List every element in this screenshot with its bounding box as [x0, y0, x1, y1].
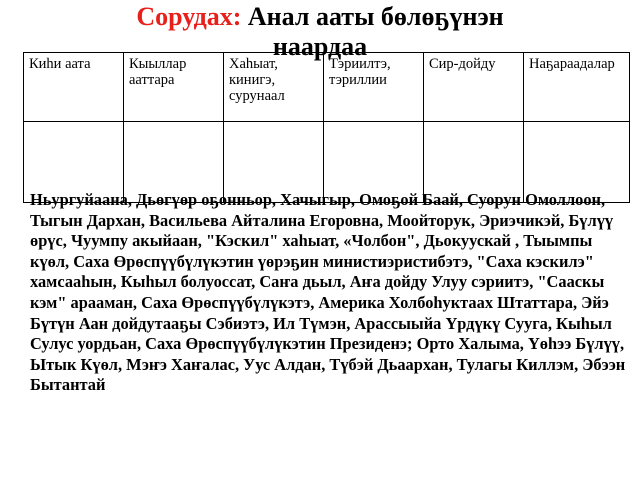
title-accent: Сорудах: [136, 2, 242, 31]
table-header-row [24, 53, 630, 122]
column-header-place: Сир-дойду [424, 53, 524, 122]
word-list: Ньургуйаана, Дьөгүөр оҕонньор, Хачыгыр, Омоҕой Баай, Суорун Омоллоон, Тыгын Дархан, Васильева Айталина Егоровна, Моойторук, Эриэчикэй, Бүлүү өрүс, Чуумпу акыйаан, "Кэскил" хаһыат, «Чолбон", Дьокуускай , Тыымпы күөл, Саха Өрөспүүбүлүкэтин үөрэҕин министиэристибэтэ, "Саха кэскилэ" хамсааһын, Кыһыл болуоссат, Саҥа дьыл, Аҥа дойду Улуу сэриитэ, "Сааскы кэм" арааман, Саха Өрөспүүбүлүкэтэ, Америка Холбоһуктаах Штаттара, Эйэ Бүтүн Аан дойдутааҕы Сэбиэтэ, Ил Түмэн, Арассыыйа Үрдүкү Сууга, Кыһыл Сулус уордьан, Саха Өрөспүүбүлүкэтин Президенэ; Орто Халыма, Үөһээ Бүлүү, Ытык Күөл, Мэҥэ Хаҥалас, Уус Алдан, Түбэй Дьаархан, Тулагы Киллэм, Эбээн Бытантай [30, 190, 626, 395]
column-header-person-name: Киһи аата [24, 53, 124, 122]
column-header-organization: Тэриилтэ, тэриллии [324, 53, 424, 122]
column-header-animal-names: Кыыллар ааттара [124, 53, 224, 122]
title-text-line2: наардаа [272, 32, 368, 61]
column-header-awards: Наҕараадалар [524, 53, 630, 122]
classification-table [23, 52, 630, 203]
title-text: Анал ааты бөлөҕүнэн [247, 2, 504, 31]
column-header-newspaper-book-magazine: Хаһыат, кинигэ, сурунаал [224, 53, 324, 122]
